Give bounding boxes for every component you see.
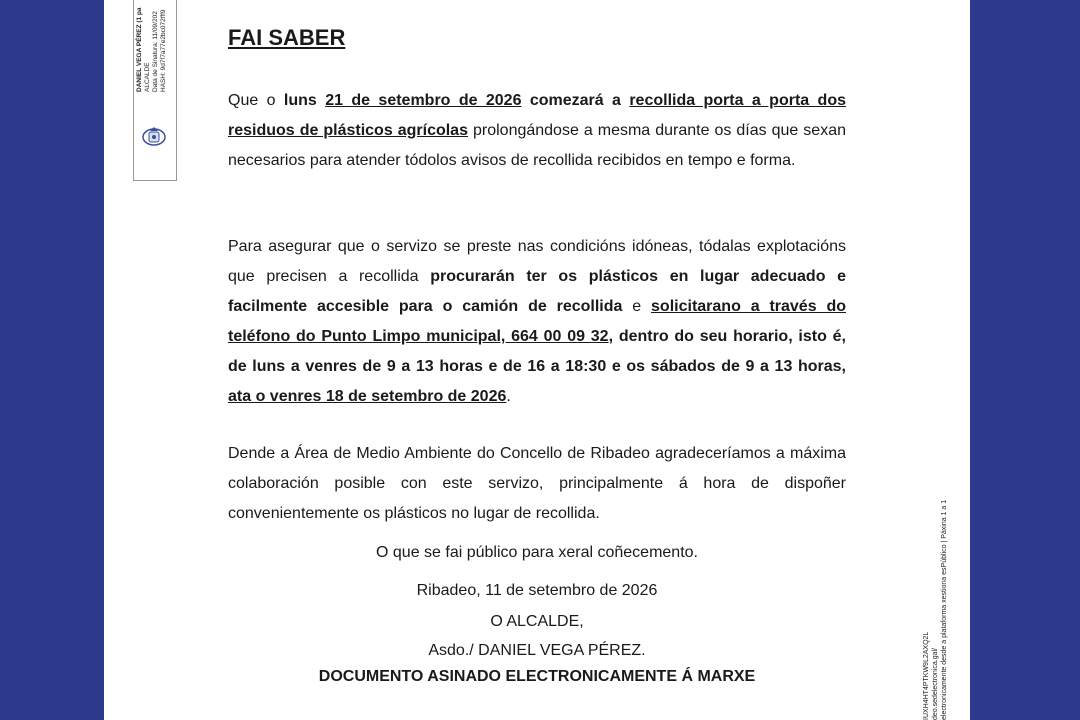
- p2-text-1: Para asegurar que o servizo se preste nas condicións idóneas, tódalas explotacións que precisen a recollida: [228, 238, 846, 285]
- signed-by: Asdo./ DANIEL VEGA PÉREZ.: [428, 642, 646, 659]
- p1-starts: comezará a: [521, 92, 630, 109]
- signer-title: O ALCALDE,: [490, 613, 584, 630]
- p1-service: recollida porta a porta dos residuos de plásticos agrícolas: [228, 92, 846, 139]
- p2-and: e: [622, 298, 652, 315]
- p1-date: 21 de setembro de 2026: [325, 92, 522, 109]
- p2-requirement: procurarán ter os plásticos en lugar adecuado e facilmente accesible para o camión de recollida: [228, 268, 847, 315]
- signer-name: DANIEL VEGA PÉREZ (1 pa: [136, 7, 143, 92]
- electronic-signature-note: DOCUMENTO ASINADO ELECTRONICAMENTE Á MARXE: [318, 668, 756, 685]
- paragraph-instructions: [228, 232, 846, 412]
- p2-phone: solicitarano a través do teléfono do Punto Limpo municipal, 664 00 09 32: [228, 298, 847, 345]
- page-title: FAI SABER: [228, 25, 346, 50]
- paragraph-announcement: [228, 86, 846, 176]
- signature-hash: HASH: 9d7f7a77e2bc072fff9: [160, 9, 167, 92]
- side-note-url: deo.sedelectronica.gal/: [932, 648, 939, 720]
- p1-day: luns: [283, 92, 326, 109]
- paragraph-collaboration: Dende a Área de Medio Ambiente do Concello de Ribadeo agradeceríamos a máxima colaboración posible con este servizo, principalmente á hora de dispoñer convenientemente os plásticos no lugar de recollida.: [228, 445, 846, 522]
- document-page: [104, 0, 970, 720]
- p1-text-1: Que o: [228, 92, 284, 109]
- signature-stamp: [133, 0, 177, 181]
- p2-deadline: ata o venres 18 de setembro de 2026: [228, 388, 507, 405]
- p1-text-2: prolongándose a mesma durante os días que sexan necesarios para atender tódolos avisos de recollida recibidos en tempo e forma.: [228, 122, 847, 169]
- verification-side-note: [922, 500, 949, 720]
- side-note-platform: electronicamente desde a plataforma xestiona esPúblico | Páxina 1 a 1: [941, 499, 948, 720]
- side-note-code: IUXH4HT4PTKW9L2AXQ2L: [923, 631, 930, 720]
- public-notice-line: O que se fai público para xeral coñecemento.: [376, 544, 698, 561]
- coat-of-arms-icon: [141, 124, 167, 146]
- signer-role: ALCALDE: [144, 62, 151, 92]
- p2-period: .: [506, 388, 511, 405]
- signature-text: [136, 7, 168, 92]
- signature-date: Data de Sinatura: 11/09/202: [152, 11, 159, 92]
- place-date: Ribadeo, 11 de setembro de 2026: [416, 582, 658, 599]
- p2-schedule: , dentro do seu horario, isto é, de luns a venres de 9 a 13 horas e de 16 a 18:30 e os sábados de 9 a 13 horas,: [228, 328, 847, 375]
